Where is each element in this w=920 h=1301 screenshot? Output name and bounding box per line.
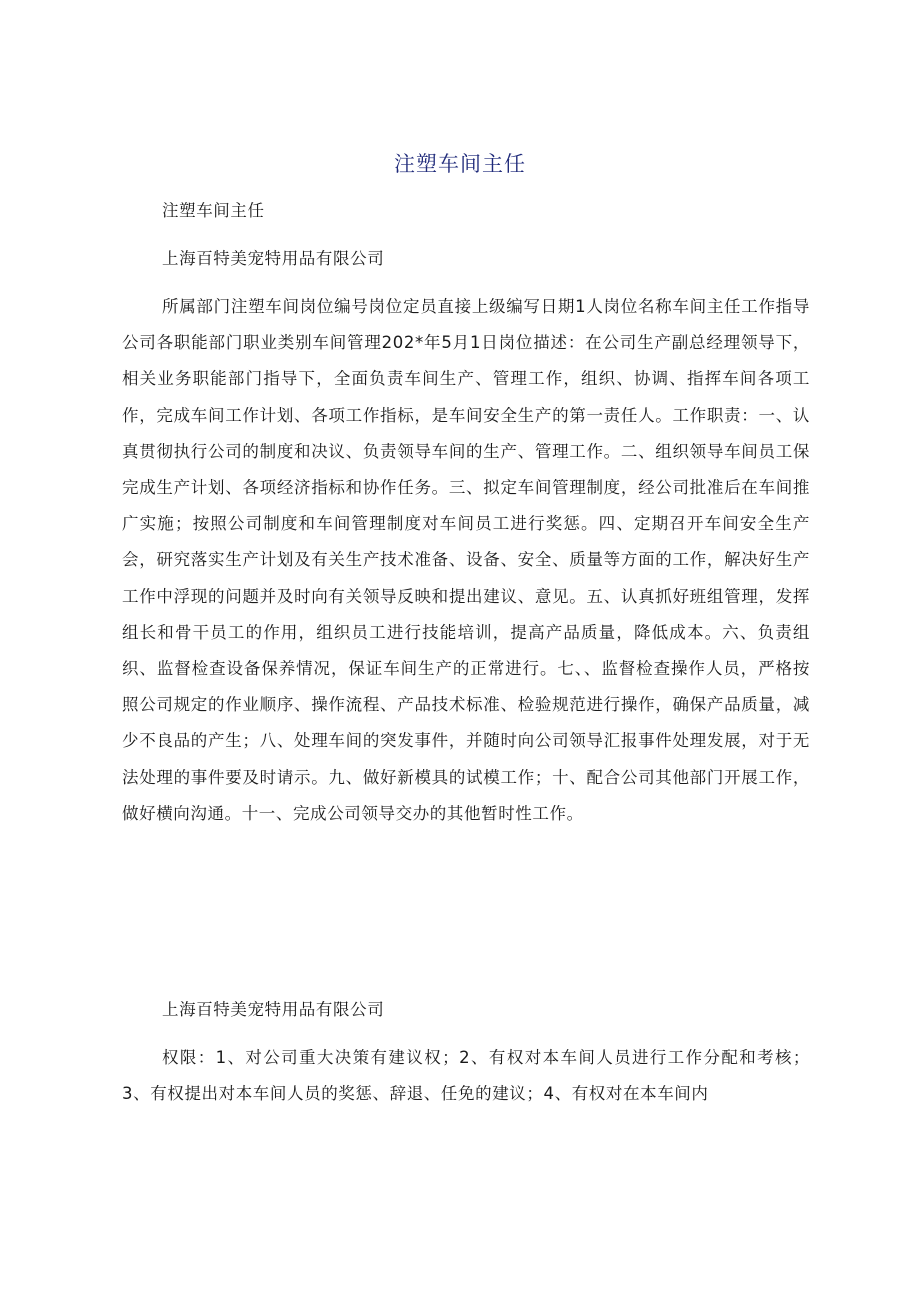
paragraph-authority: 权限：1、对公司重大决策有建议权；2、有权对本车间人员进行工作分配和考核；3、有权提出对本车间人员的奖惩、辞退、任免的建议；4、有权对在本车间内 [122, 1048, 810, 1104]
paragraph-job-description: 所属部门注塑车间岗位编号岗位定员直接上级编写日期1人岗位名称车间主任工作指导公司各职能部门职业类别车间管理202*年5月1日岗位描述：在公司生产副总经理领导下，相关业务职能部门指导下，全面负责车间生产、管理工作，组织、协调、指挥车间各项工作，完成车间工作计划、各项工作指标，是车间安全生产的第一责任人。工作职责：一、认真贯彻执行公司的制度和决议、负责领导车间的生产、管理工作。二、组织领导车间员工保完成生产计划、各项经济指标和协作任务。三、拟定车间管理制度，经公司批准后在车间推广实施；按照公司制度和车间管理制度对车间员工进行奖惩。四、定期召开车间安全生产会，研究落实生产计划及有关生产技术准备、设备、安全、质量等方面的工作，解决好生产工作中浮现的问题并及时向有关领导反映和提出建议、意见。五、认真抓好班组管理，发挥组长和骨干员工的作用，组织员工进行技能培训，提高产品质量，降低成本。六、负责组织、监督检查设备保养情况，保证车间生产的正常进行。七、、监督检查操作人员，严格按照公司规定的作业顺序、操作流程、产品技术标准、检验规范进行操作，确保产品质量，减少不良品的产生；八、处理车间的突发事件，并随时向公司领导汇报事件处理发展，对于无法处理的事件要及时请示。九、做好新模具的试模工作；十、配合公司其他部门开展工作，做好横向沟通。十一、完成公司领导交办的其他暂时性工作。 [122, 297, 810, 823]
paragraph-heading: 注塑车间主任 [162, 201, 265, 220]
paragraph-company-repeat: 上海百特美宠特用品有限公司 [162, 1000, 385, 1019]
document-title: 注塑车间主任 [394, 152, 526, 176]
paragraph-company: 上海百特美宠特用品有限公司 [162, 249, 385, 268]
